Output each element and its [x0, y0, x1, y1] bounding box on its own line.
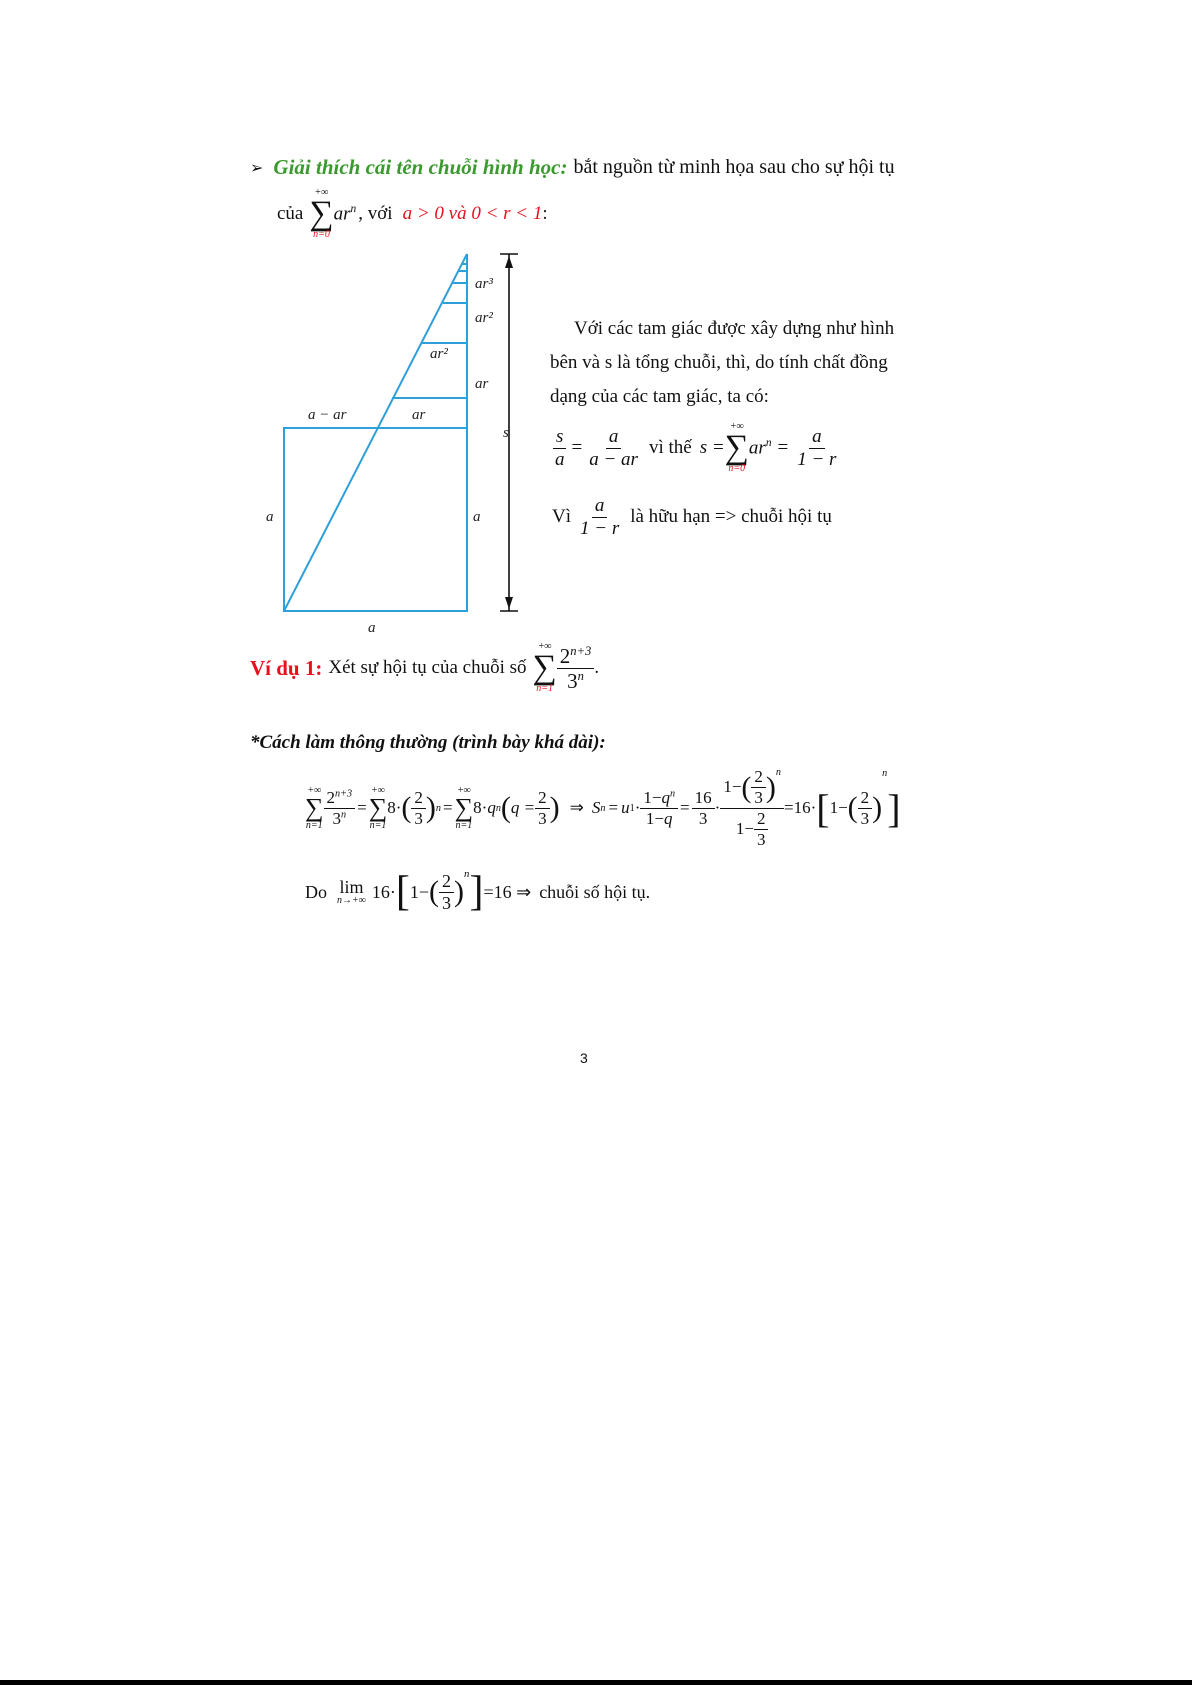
frac3-den: 1 − r: [797, 448, 837, 470]
lim-sixteen: 16·: [371, 881, 396, 902]
label-a-bottom: a: [368, 620, 376, 636]
term2-base: ar: [748, 437, 766, 459]
frac3-num: a: [809, 427, 825, 449]
label-ar3: ar³: [475, 276, 493, 292]
term2-exp: n: [765, 436, 772, 449]
f-one: 1: [829, 798, 839, 818]
example-period: .: [594, 657, 600, 679]
frac1-num: s: [553, 427, 566, 449]
heading-rest: bắt nguồn từ minh họa sau cho sự hội tụ: [573, 156, 895, 178]
lim-eq: =16 ⇒: [483, 881, 532, 902]
frac1-den: a: [555, 448, 565, 470]
f-sum1-upper: +∞: [307, 784, 322, 796]
f-S: S: [591, 798, 601, 818]
s-equals: s =: [699, 437, 725, 459]
vi-text: Vì: [552, 506, 571, 528]
diagonal-line: [284, 254, 467, 611]
do-text: Do: [305, 881, 327, 902]
fraction-conclusion: [577, 496, 622, 539]
label-a-minus-ar: a − ar: [308, 407, 347, 423]
f-big-fraction: 1− ( $\frac{2}{3}$ ) $^n$ 1− $\frac{2}{3}$: [720, 768, 784, 848]
frac4-den: 1 − r: [580, 517, 620, 539]
f-sum-3: +∞ ∑ n=1: [454, 784, 474, 831]
voi-text: , với: [358, 203, 393, 225]
f-frac-1: $\frac{2^{n+3}}{3^n}$: [324, 789, 356, 828]
label-ar-right: ar: [475, 376, 489, 392]
label-a-right: a: [473, 509, 481, 525]
explanation-line-3: dạng của các tam giác, ta có:: [550, 386, 769, 407]
sum-symbol-2: +∞ ∑ n=0: [724, 421, 749, 475]
frac2-den: a − ar: [589, 448, 638, 470]
example-label: Ví dụ 1:: [250, 655, 323, 680]
f-u: u: [621, 798, 630, 818]
f-sum2-upper: +∞: [371, 784, 385, 796]
frac4-num: a: [592, 496, 608, 518]
f-eight: 8: [387, 798, 396, 818]
sum-symbol: +∞ ∑ n=0: [309, 187, 334, 241]
limit-line: Do lim n→+∞ 16· [ 1− ( $\frac{2}{3}$ ) $^n$ ] =16 ⇒ chuỗi số hội tụ.: [305, 868, 651, 915]
example-num-exp: n+3: [570, 643, 592, 658]
f-sum3-lower: n=1: [455, 819, 473, 831]
f-eq16: =16·: [784, 798, 817, 818]
conclusion-line: [552, 496, 832, 539]
lim-text: lim: [339, 877, 364, 897]
fraction-a-over-a-minus-ar: [586, 427, 641, 470]
series-intro-line: [277, 188, 548, 240]
page-number: 3: [580, 1050, 588, 1066]
f-n: n: [341, 809, 347, 821]
example-den-exp: n: [577, 668, 584, 683]
bullet-arrow-icon: ➢: [250, 159, 264, 177]
big-square: [284, 428, 467, 611]
f-u-sub: 1: [629, 802, 635, 814]
f-sixteen: 16: [692, 789, 715, 809]
sum2-upper: +∞: [729, 421, 744, 432]
long-formula: +∞ ∑ n=1 $\frac{2^{n+3}}{3^n}$ = +∞ ∑ n=1 8 · ( $\frac{2}{3}$ ) n = +∞ ∑ n=1 8· q n ( q = $\frac{2}{3}$ ) ⇒ S n = u 1 · $\frac{1-q^n}{1-q}$ = $\frac{16}{3}$ · 1− ( $\frac{2}{3}$ ) $^n$ 1− $\frac{2}{3}$ =16· [ 1 − ( $\frac{2}{3}$ ) n ]: [305, 767, 901, 849]
heading-line: [250, 155, 895, 180]
example-text: Xét sự hội tụ của chuỗi số: [328, 657, 527, 679]
f-sum3-upper: +∞: [456, 784, 471, 796]
explanation-line-1: Với các tam giác được xây dựng như hình: [574, 318, 895, 339]
f-sum2-lower: n=1: [369, 819, 387, 831]
f-q-eq: q =: [510, 798, 536, 818]
series-term: [334, 203, 357, 225]
sum-upper: +∞: [314, 187, 329, 198]
f-sum-1: +∞ ∑ n=1: [305, 784, 324, 831]
geometric-series-figure: [260, 248, 530, 638]
similarity-equation: $\frac{s}{a}$ = $\frac{a}{a - ar}$ vì thế s = +∞ ∑ n=0 $ar^n$ = $\frac{a}{1 - r}$: [552, 422, 839, 474]
vi-the-text: vì thế: [648, 437, 692, 459]
example-sum-upper: +∞: [537, 641, 552, 652]
method-title: *Cách làm thông thường (trình bày khá dài):: [250, 732, 606, 753]
f-implies: ⇒: [569, 798, 584, 818]
term-exp: n: [350, 202, 357, 215]
label-s: s: [503, 425, 509, 441]
example-sum-lower: n=1: [536, 683, 554, 695]
heading-title: Giải thích cái tên chuỗi hình học:: [273, 155, 568, 179]
series-term-2: [749, 437, 772, 459]
explanation-line-2: bên và s là tổng chuỗi, thì, do tính chất đồng: [550, 352, 888, 373]
sum-lower: n=0: [313, 229, 330, 241]
lim-symbol: [337, 878, 366, 906]
cua-text: của: [277, 203, 304, 225]
f-sum-2: +∞ ∑ n=1: [368, 784, 388, 831]
example-fraction: [557, 645, 595, 692]
f-two: 2: [326, 787, 336, 807]
lim-sub: n→+∞: [337, 895, 366, 906]
f-three: 3: [332, 808, 342, 828]
explanation-paragraph: [550, 312, 920, 414]
f-sum1-lower: n=1: [305, 819, 323, 831]
condition-text: a > 0 và 0 < r < 1: [402, 203, 543, 225]
frac2-num: a: [606, 427, 622, 449]
term-base: ar: [333, 203, 351, 225]
sum2-lower: n=0: [728, 463, 746, 475]
fraction-s-over-a: [552, 427, 568, 470]
bottom-border: [0, 1680, 1192, 1685]
label-ar-top: ar: [412, 407, 426, 423]
example-num: 2: [559, 643, 571, 668]
lim-conclusion: chuỗi số hội tụ.: [539, 881, 651, 902]
conclusion-text: là hữu hạn => chuỗi hội tụ: [630, 506, 832, 528]
example-sum-symbol: +∞ ∑ n=1: [532, 641, 557, 695]
label-ar2-left: ar²: [430, 346, 448, 362]
fraction-a-over-1-minus-r: [794, 427, 839, 470]
label-ar2-right: ar²: [475, 310, 493, 326]
example-den: 3: [567, 668, 578, 693]
colon: :: [542, 203, 548, 225]
label-a-left: a: [266, 509, 274, 525]
example-1-line: [250, 642, 599, 694]
